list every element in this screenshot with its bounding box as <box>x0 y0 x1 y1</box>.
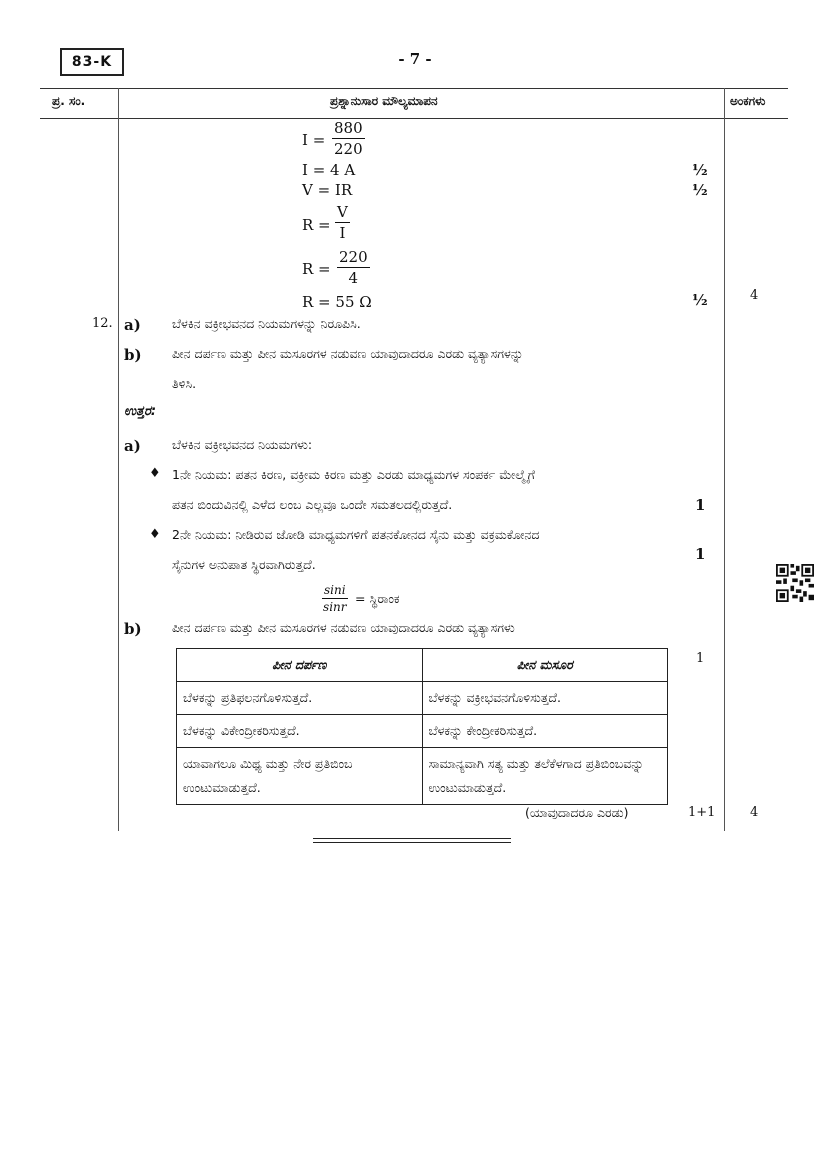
table-cell: ಯಾವಾಗಲೂ ಮಿಥ್ಯ ಮತ್ತು ನೇರ ಪ್ರತಿಬಿಂಬ ಉಂಟುಮಾಡುತ್ತದೆ. <box>177 748 423 805</box>
ratio-numerator: sini <box>324 583 346 597</box>
i-numerator: 880 <box>334 119 363 137</box>
end-rule-bottom <box>313 842 511 843</box>
q-a-label: a) <box>124 316 141 334</box>
answer-label: ಉತ್ತರ: <box>124 404 157 419</box>
col-header-question: ಪ್ರ. ಸಂ. <box>52 94 86 108</box>
question-number: 12. <box>92 316 113 331</box>
ratio-fraction <box>322 583 348 614</box>
table-cell: ಬೆಳಕನ್ನು ಕೇಂದ್ರೀಕರಿಸುತ್ತದೆ. <box>422 715 668 748</box>
i-equation-lhs: I = <box>302 131 326 149</box>
col-divider-1 <box>118 88 119 831</box>
rule2-mark: 1 <box>695 545 706 563</box>
table-cell: ಸಾಮಾನ್ಯವಾಗಿ ಸತ್ಯ ಮತ್ತು ತಲೆಕೆಳಗಾದ ಪ್ರತಿಬಿಂಬವನ್ನು ಉಂಟುಮಾಡುತ್ತದೆ. <box>422 748 668 805</box>
rule2-line2: ಸೈನುಗಳ ಅನುಪಾತ ಸ್ಥಿರವಾಗಿರುತ್ತದೆ. <box>172 557 316 572</box>
any-two-note: (ಯಾವುದಾದರೂ ಎರಡು) <box>525 805 629 820</box>
bullet-2: ♦ <box>149 527 161 542</box>
q-b-label: b) <box>124 346 142 364</box>
i-denominator: 220 <box>334 140 363 158</box>
paper-code: 83-K <box>60 48 124 76</box>
rule2-line1: 2ನೇ ನಿಯಮ: ನೀಡಿರುವ ಜೋಡಿ ಮಾಧ್ಯಮಗಳಿಗೆ ಪತನಕೋನದ ಸೈನು ಮತ್ತು ವಕ್ರಮಕೋನದ <box>172 527 540 542</box>
table-header-rule <box>40 118 788 119</box>
page-number: - 7 - <box>398 50 432 68</box>
table-cell: ಬೆಳಕನ್ನು ವಕ್ರೀಭವನಗೊಳಿಸುತ್ತದೆ. <box>422 682 668 715</box>
ans-a-label: a) <box>124 437 141 455</box>
r1-numerator: V <box>337 203 348 221</box>
r2-lhs: R = <box>302 260 331 278</box>
col-header-evaluation: ಪ್ರಶ್ನಾನುಸಾರ ಮೌಲ್ಯಮಾಪನ <box>330 94 438 108</box>
table-header-row <box>177 649 668 682</box>
q-a-text: ಬೆಳಕಿನ ವಕ್ರೀಭವನದ ನಿಯಮಗಳನ್ನು ನಿರೂಪಿಸಿ. <box>172 316 361 331</box>
table-row <box>177 748 668 805</box>
rule1-line2: ಪತನ ಬಿಂದುವಿನಲ್ಲಿ ಎಳೆದ ಲಂಬ ಎಲ್ಲವೂ ಒಂದೇ ಸಮತಲದಲ್ಲಿರುತ್ತದೆ. <box>172 497 453 512</box>
table-col-mirror: ಪೀನ ದರ್ಪಣ <box>177 649 423 682</box>
table-row <box>177 715 668 748</box>
ratio-rhs: = ಸ್ಥಿರಾಂಕ <box>355 591 400 606</box>
r1-lhs: R = <box>302 216 331 234</box>
mark-v: ½ <box>692 181 708 199</box>
col-header-marks: ಅಂಕಗಳು <box>730 94 766 108</box>
r2-denominator: 4 <box>348 269 359 287</box>
calc-total-marks: 4 <box>750 288 759 303</box>
q12-total-marks: 4 <box>750 805 759 820</box>
table-col-lens: ಪೀನ ಮಸೂರ <box>422 649 668 682</box>
r2-fraction <box>337 248 370 287</box>
mark-r: ½ <box>692 291 708 309</box>
i-fraction <box>332 119 365 158</box>
table-cell: ಬೆಳಕನ್ನು ಪ್ರತಿಫಲನಗೊಳಿಸುತ್ತದೆ. <box>177 682 423 715</box>
q-b-text-line1: ಪೀನ ದರ್ಪಣ ಮತ್ತು ಪೀನ ಮಸೂರಗಳ ನಡುವಣ ಯಾವುದಾದರೂ ಎರಡು ವ್ಯತ್ಯಾಸಗಳನ್ನು <box>172 346 524 361</box>
i-result: I = 4 A <box>302 161 356 179</box>
ans-a-title: ಬೆಳಕಿನ ವಕ್ರೀಭವನದ ನಿಯಮಗಳು: <box>172 437 313 452</box>
rule1-line1: 1ನೇ ನಿಯಮ: ಪತನ ಕಿರಣ, ವಕ್ರೀಮ ಕಿರಣ ಮತ್ತು ಎರಡು ಮಾಧ್ಯಮಗಳ ಸಂಪರ್ಕ ಮೇಲ್ಮೈಗೆ <box>172 467 535 482</box>
bullet-1: ♦ <box>149 466 161 481</box>
q-b-text-line2: ತಿಳಿಸಿ. <box>172 376 197 391</box>
split-mark: 1+1 <box>688 805 716 820</box>
comparison-table <box>176 648 668 805</box>
v-ir-equation: V = IR <box>302 181 353 199</box>
qr-code <box>776 564 814 602</box>
ans-b-title: ಪೀನ ದರ್ಪಣ ಮತ್ತು ಪೀನ ಮಸೂರಗಳ ನಡುವಣ ಯಾವುದಾದರೂ ಎರಡು ವ್ಯತ್ಯಾಸಗಳು <box>172 620 515 635</box>
table-top-rule <box>40 88 788 89</box>
ratio-denominator: sinr <box>323 600 347 614</box>
rule1-mark: 1 <box>695 496 706 514</box>
r2-numerator: 220 <box>339 248 368 266</box>
r1-fraction <box>335 203 350 242</box>
end-rule-top <box>313 838 511 839</box>
table-row <box>177 682 668 715</box>
mark-i: ½ <box>692 161 708 179</box>
ans-b-label: b) <box>124 620 142 638</box>
table-cell: ಬೆಳಕನ್ನು ವಿಕೇಂದ್ರೀಕರಿಸುತ್ತದೆ. <box>177 715 423 748</box>
r-result: R = 55 Ω <box>302 293 372 311</box>
table-mark: 1 <box>696 651 705 666</box>
r1-denominator: I <box>339 224 346 242</box>
col-divider-2 <box>724 88 725 831</box>
